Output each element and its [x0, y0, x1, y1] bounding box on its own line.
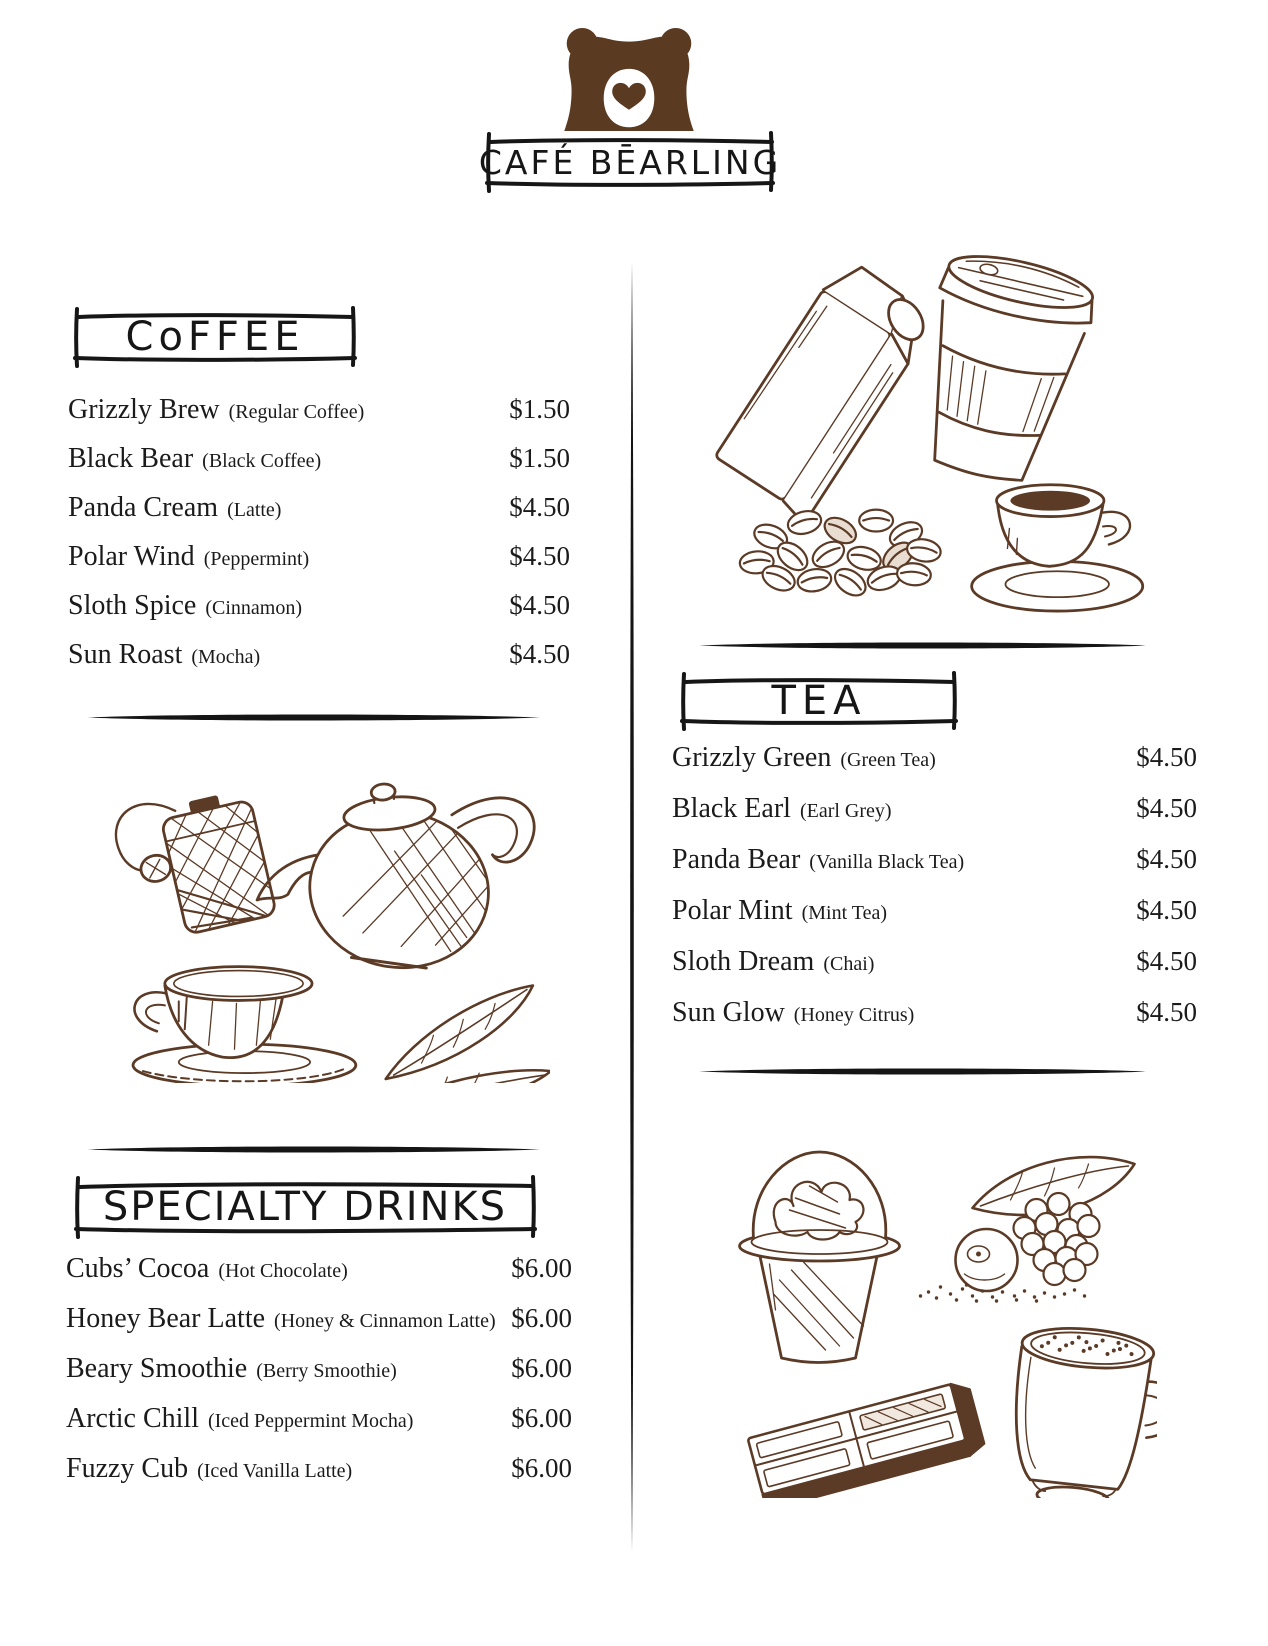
item-price: $4.50: [1136, 742, 1197, 772]
item-name: Honey Bear Latte: [66, 1303, 266, 1334]
item-desc: (Iced Vanilla Latte): [197, 1460, 353, 1482]
whipped-frappe-cup-icon: [740, 1152, 900, 1363]
tea-section-header: [672, 671, 966, 731]
item-name: Polar Wind: [68, 541, 195, 572]
item-desc: (Earl Grey): [799, 800, 892, 822]
item-desc: (Honey & Cinnamon Latte): [274, 1310, 496, 1332]
item-desc: (Honey Citrus): [793, 1004, 915, 1026]
item-desc: (Berry Smoothie): [256, 1360, 397, 1382]
teacup-icon: [133, 967, 356, 1083]
menu-item: [672, 793, 1197, 844]
cafe-name: CAFÉ BĒARLING: [478, 142, 782, 182]
divider-above-tea: [697, 640, 1148, 651]
item-name: Grizzly Green: [672, 742, 832, 773]
item-price: $1.50: [509, 443, 570, 473]
menu-item: [68, 541, 570, 590]
item-name: Black Bear: [68, 443, 194, 474]
menu-item: [66, 1403, 572, 1453]
menu-item: [68, 394, 570, 443]
item-desc: (Black Coffee): [202, 450, 322, 472]
menu-item: [672, 997, 1197, 1048]
menu-item: [68, 492, 570, 541]
item-desc: (Hot Chocolate): [218, 1260, 348, 1282]
item-desc: (Mocha): [191, 646, 261, 668]
menu-item: [66, 1353, 572, 1403]
vertical-divider: [628, 260, 636, 1554]
coffee-section-header: [65, 306, 365, 368]
item-desc: (Cinnamon): [205, 597, 302, 619]
bear-logo-icon: [556, 26, 702, 135]
specialty-section-title: SPECIALTY DRINKS: [102, 1184, 508, 1230]
item-name: Fuzzy Cub: [66, 1453, 189, 1484]
item-name: Grizzly Brew: [68, 394, 220, 425]
teapot-icon: [250, 757, 539, 984]
item-desc: (Iced Peppermint Mocha): [207, 1410, 414, 1432]
cafe-name-box: [477, 131, 783, 193]
menu-item: [672, 742, 1197, 793]
coffee-beans-icon: [739, 508, 942, 601]
item-price: $6.00: [511, 1453, 572, 1483]
menu-item: [68, 639, 570, 688]
menu-item: [66, 1303, 572, 1353]
item-price: $6.00: [511, 1303, 572, 1333]
item-desc: (Green Tea): [840, 749, 936, 771]
latte-glass-mug-icon: [1007, 1323, 1157, 1498]
item-desc: (Peppermint): [203, 548, 310, 570]
item-price: $6.00: [511, 1353, 572, 1383]
divider-below-tea: [697, 1066, 1148, 1077]
specialty-item-list: [66, 1253, 572, 1503]
menu-item: [66, 1453, 572, 1503]
item-price: $4.50: [1136, 946, 1197, 976]
menu-item: [66, 1253, 572, 1303]
menu-item: [672, 844, 1197, 895]
item-name: Beary Smoothie: [66, 1353, 248, 1384]
item-price: $4.50: [1136, 793, 1197, 823]
menu-item: [672, 895, 1197, 946]
item-name: Sun Glow: [672, 997, 785, 1028]
specialty-section-header: [64, 1175, 546, 1239]
coffee-illustration: [650, 238, 1150, 626]
item-desc: (Mint Tea): [801, 902, 887, 924]
coffee-item-list: [68, 394, 570, 688]
item-desc: (Vanilla Black Tea): [809, 851, 965, 873]
berries-icon: [919, 1157, 1135, 1303]
item-name: Sloth Spice: [68, 590, 197, 621]
item-price: $6.00: [511, 1403, 572, 1433]
item-name: Arctic Chill: [66, 1403, 199, 1434]
item-price: $4.50: [509, 541, 570, 571]
item-name: Polar Mint: [672, 895, 793, 926]
item-price: $4.50: [1136, 997, 1197, 1027]
paper-coffee-cup-icon: [901, 245, 1101, 492]
item-name: Sloth Dream: [672, 946, 815, 977]
item-desc: (Latte): [227, 499, 282, 521]
tea-illustration: [100, 705, 550, 1083]
coffee-section-title: CoFFEE: [125, 314, 305, 360]
specialty-illustration: [652, 1078, 1157, 1498]
item-desc: (Regular Coffee): [228, 401, 365, 423]
tea-bag-icon: [110, 780, 277, 947]
item-name: Sun Roast: [68, 639, 183, 670]
item-name: Cubs’ Cocoa: [66, 1253, 210, 1284]
item-price: $4.50: [509, 639, 570, 669]
divider-above-specialty: [85, 1144, 542, 1155]
tea-item-list: [672, 742, 1197, 1048]
tea-leaves-icon: [386, 986, 550, 1083]
item-name: Panda Cream: [68, 492, 219, 523]
item-price: $4.50: [1136, 844, 1197, 874]
item-price: $4.50: [1136, 895, 1197, 925]
item-desc: (Chai): [823, 953, 875, 975]
item-price: $4.50: [509, 492, 570, 522]
menu-item: [68, 443, 570, 492]
menu-item: [672, 946, 1197, 997]
item-price: $4.50: [509, 590, 570, 620]
item-name: Black Earl: [672, 793, 791, 824]
milk-carton-icon: [711, 254, 940, 524]
item-price: $1.50: [509, 394, 570, 424]
item-price: $6.00: [511, 1253, 572, 1283]
tea-section-title: TEA: [771, 678, 867, 724]
espresso-cup-icon: [972, 485, 1143, 611]
item-name: Panda Bear: [672, 844, 801, 875]
chocolate-bar-icon: [748, 1380, 986, 1498]
menu-item: [68, 590, 570, 639]
